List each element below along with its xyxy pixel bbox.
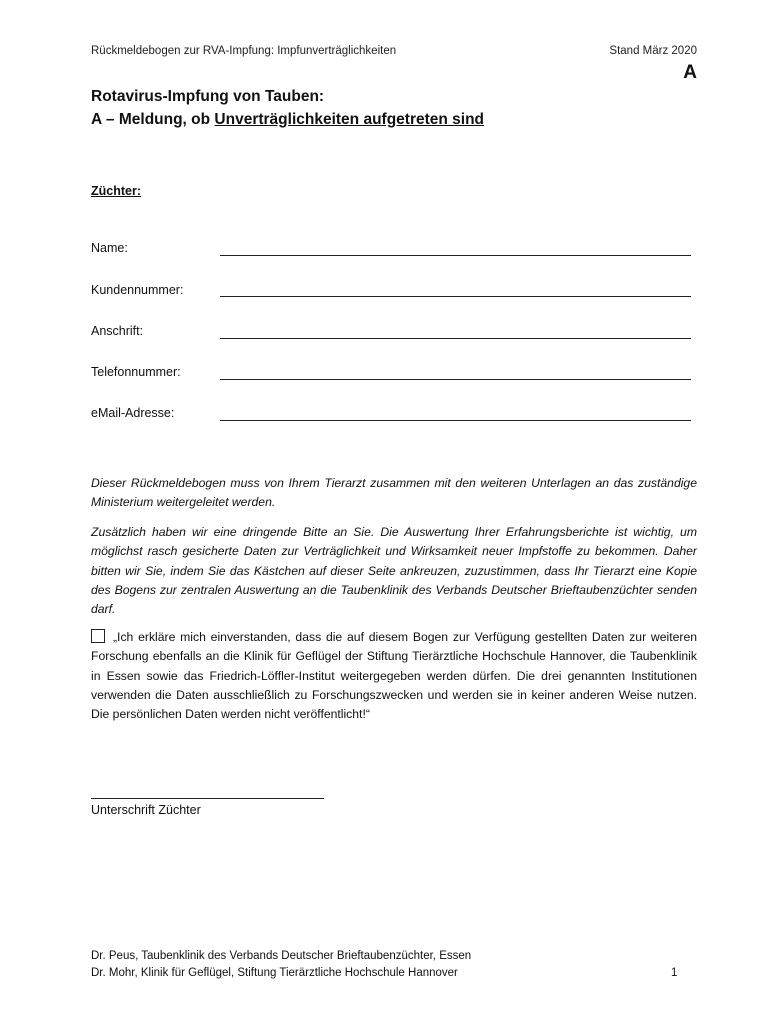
address-field[interactable]: [220, 338, 691, 339]
request-note: Zusätzlich haben wir eine dringende Bitte an Sie. Die Auswertung Ihrer Erfahrungsberichte ist wichtig, um möglichst rasch gesicherte Daten zur Verträglichkeit und Wirksamkeit neuer Impfstoffe zu bekommen. Daher bitten wir Sie, indem Sie das Kästchen auf dieser Seite ankreuzen, zuzustimmen, dass Ihr Tierarzt eine Kopie des Bogens zur zentralen Auswertung an die Taubenklinik des Verbands Deutscher Brieftaubenzüchter senden darf.: [91, 525, 697, 617]
signature-label: Unterschrift Züchter: [91, 803, 201, 817]
page-subtitle: [91, 111, 484, 129]
name-field[interactable]: [220, 255, 691, 256]
page-title: Rotavirus-Impfung von Tauben:: [91, 88, 325, 105]
form-letter: A: [683, 62, 697, 83]
email-field[interactable]: [220, 420, 691, 421]
footer-line-1: Dr. Peus, Taubenklinik des Verbands Deutscher Brieftaubenzüchter, Essen: [91, 950, 472, 962]
customer-number-label: Kundennummer:: [91, 283, 184, 297]
page-number: 1: [671, 967, 678, 979]
subtitle-underlined: Unverträglichkeiten aufgetreten sind: [214, 111, 485, 128]
header-form-title: Rückmeldebogen zur RVA-Impfung: Impfunverträglichkeiten: [91, 45, 397, 57]
breeder-section-label: Züchter:: [91, 184, 141, 198]
consent-checkbox[interactable]: [91, 629, 105, 643]
consent-text: „Ich erkläre mich einverstanden, dass die auf diesem Bogen zur Verfügung gestellten Daten zur weiteren Forschung ebenfalls an die Klinik für Geflügel der Stiftung Tierärztliche Hochschule Hannover, die Taubenklinik in Essen sowie das Friedrich-Löffler-Institut weitergegeben werden dürfen. Die drei genannten Institutionen verwenden die Daten ausschließlich zu Forschungszwecken und werden sie in keiner anderen Weise nutzen. Die persönlichen Daten werden nicht veröffentlicht!“: [91, 630, 697, 722]
customer-number-field[interactable]: [220, 296, 691, 297]
forwarding-note: Dieser Rückmeldebogen muss von Ihrem Tierarzt zusammen mit den weiteren Unterlagen an das zuständige Ministerium weitergeleitet werden.: [91, 476, 697, 510]
header-date: Stand März 2020: [609, 45, 697, 57]
name-label: Name:: [91, 241, 128, 255]
email-label: eMail-Adresse:: [91, 406, 175, 420]
subtitle-prefix: A – Meldung, ob: [91, 111, 215, 128]
footer-line-2: Dr. Mohr, Klinik für Geflügel, Stiftung Tierärztliche Hochschule Hannover: [91, 967, 458, 979]
address-label: Anschrift:: [91, 324, 144, 338]
signature-line[interactable]: [91, 798, 324, 799]
phone-label: Telefonnummer:: [91, 365, 181, 379]
consent-statement: [91, 628, 697, 724]
phone-field[interactable]: [220, 379, 691, 380]
